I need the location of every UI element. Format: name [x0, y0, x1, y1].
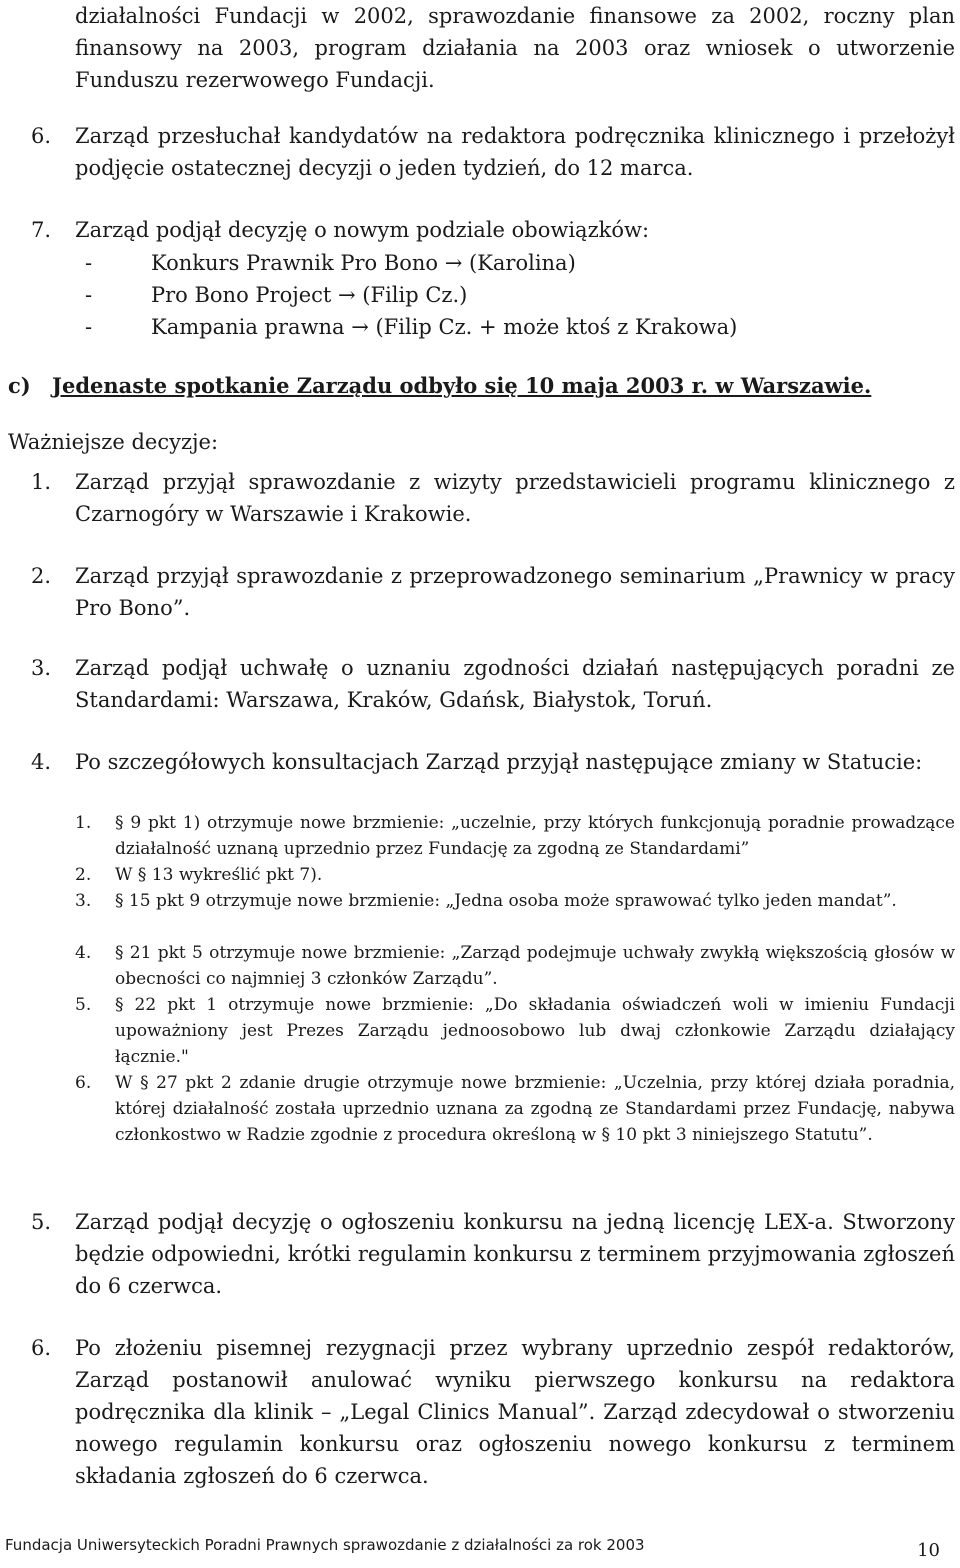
decision-item — [31, 1332, 955, 1492]
decision-item — [31, 652, 955, 716]
change-number: 6. — [75, 1073, 92, 1093]
decision-item — [31, 746, 955, 778]
section-marker: c) — [8, 373, 31, 398]
decision-text: Zarząd podjął uchwałę o uznaniu zgodności działań następujących poradni ze Standardami: Warszawa, Kraków, Gdańsk, Białystok, Toruń. — [75, 656, 955, 712]
list-item — [31, 120, 955, 184]
statute-change-item — [75, 888, 955, 914]
decision-text: Po złożeniu pisemnej rezygnacji przez wybrany uprzednio zespół redaktorów, Zarząd postanowił anulować wyniku pierwszego konkursu na redaktora podręcznika dla klinik – „Legal Clinics Manual”. Zarząd zdecydował o stworzeniu nowego regulamin konkursu oraz ogłoszeniu nowego konkursu z terminem składania zgłoszeń do 6 czerwca. — [75, 1336, 955, 1488]
change-text: § 9 pkt 1) otrzymuje nowe brzmienie: „uczelnie, przy których funkcjonują poradnie prowadzące działalność uznaną uprzednio przez Fundację za zgodną ze Standardami” — [115, 813, 955, 859]
change-number: 4. — [75, 943, 92, 963]
change-number: 1. — [75, 813, 92, 833]
decision-text: Po szczegółowych konsultacjach Zarząd przyjął następujące zmiany w Statucie: — [75, 750, 923, 774]
change-text: § 15 pkt 9 otrzymuje nowe brzmienie: „Jedna osoba może sprawować tylko jeden mandat”. — [115, 891, 897, 911]
decision-text: Zarząd przyjął sprawozdanie z wizyty przedstawicieli programu klinicznego z Czarnogóry w Warszawie i Krakowie. — [75, 470, 955, 526]
page-number: 10 — [917, 1540, 940, 1561]
decision-number: 5. — [31, 1210, 52, 1234]
duty-item: - Kampania prawna → (Filip Cz. + może ktoś z Krakowa) — [85, 315, 738, 339]
decision-number: 6. — [31, 1336, 52, 1360]
intro-paragraph: działalności Fundacji w 2002, sprawozdanie finansowe za 2002, roczny plan finansowy na 2003, program działania na 2003 oraz wniosek o utworzenie Funduszu rezerwowego Fundacji. — [75, 4, 955, 92]
change-number: 5. — [75, 995, 92, 1015]
important-label: Ważniejsze decyzje: — [8, 430, 219, 454]
change-text: W § 27 pkt 2 zdanie drugie otrzymuje nowe brzmienie: „Uczelnia, przy której działa poradnia, której działalność została uprzednio uznana za zgodną ze Standardami przez Fundację, nabywa członkostwo w Radzie zgodnie z procedura określoną w § 10 pkt 3 niniejszego Statutu”. — [115, 1073, 955, 1145]
section-heading — [8, 370, 871, 402]
decision-number: 2. — [31, 564, 52, 588]
decision-item — [31, 1206, 955, 1302]
decision-number: 3. — [31, 656, 52, 680]
duty-item: - Pro Bono Project → (Filip Cz.) — [85, 283, 468, 307]
item-number: 6. — [31, 124, 52, 148]
statute-change-item — [75, 810, 955, 862]
statute-change-item — [75, 862, 955, 888]
change-text: W § 13 wykreślić pkt 7). — [115, 865, 323, 885]
list-item — [31, 214, 955, 246]
decision-item — [31, 466, 955, 530]
duty-item: - Konkurs Prawnik Pro Bono → (Karolina) — [85, 251, 576, 275]
decision-item — [31, 560, 955, 624]
item-number: 7. — [31, 218, 52, 242]
statute-change-item — [75, 992, 955, 1070]
item-text: Zarząd podjął decyzję o nowym podziale obowiązków: — [75, 218, 650, 242]
change-number: 2. — [75, 865, 92, 885]
statute-change-item — [75, 1070, 955, 1148]
change-text: § 21 pkt 5 otrzymuje nowe brzmienie: „Zarząd podejmuje uchwały zwykłą większością głosów w obecności co najmniej 3 członków Zarządu”. — [115, 943, 955, 989]
change-number: 3. — [75, 891, 92, 911]
duty-text: Konkurs Prawnik Pro Bono → (Karolina) — [151, 251, 576, 275]
decision-text: Zarząd przyjął sprawozdanie z przeprowadzonego seminarium „Prawnicy w pracy Pro Bono”. — [75, 564, 955, 620]
statute-change-item — [75, 940, 955, 992]
decision-text: Zarząd podjął decyzję o ogłoszeniu konkursu na jedną licencję LEX-a. Stworzony będzie odpowiedni, krótki regulamin konkursu z terminem przyjmowania zgłoszeń do 6 czerwca. — [75, 1210, 955, 1298]
duty-text: Pro Bono Project → (Filip Cz.) — [151, 283, 468, 307]
page-footer: Fundacja Uniwersyteckich Poradni Prawnych sprawozdanie z działalności za rok 2003 — [5, 1536, 645, 1554]
decision-number: 4. — [31, 750, 52, 774]
item-text: Zarząd przesłuchał kandydatów na redaktora podręcznika klinicznego i przełożył podjęcie ostatecznej decyzji o jeden tydzień, do 12 marca. — [75, 124, 955, 180]
duty-text: Kampania prawna → (Filip Cz. + może ktoś z Krakowa) — [151, 315, 738, 339]
change-text: § 22 pkt 1 otrzymuje nowe brzmienie: „Do składania oświadczeń woli w imieniu Fundacji upoważniony jest Prezes Zarządu jednoosobowo lub dwaj członkowie Zarządu działający łącznie." — [115, 995, 955, 1067]
decision-number: 1. — [31, 470, 52, 494]
section-title: Jedenaste spotkanie Zarządu odbyło się 10 maja 2003 r. w Warszawie. — [52, 373, 872, 398]
